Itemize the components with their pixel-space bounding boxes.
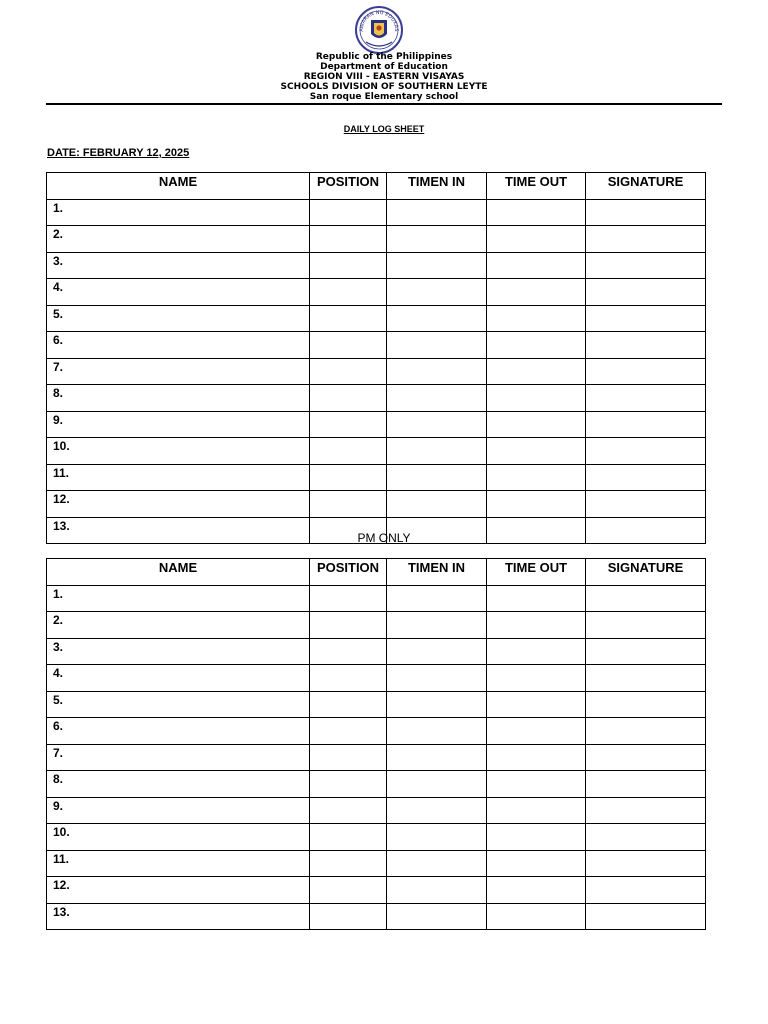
name-cell: 11. <box>47 464 310 491</box>
position-cell[interactable] <box>310 358 387 385</box>
signature-cell[interactable] <box>586 744 706 771</box>
time-in-cell[interactable] <box>387 491 487 518</box>
position-cell[interactable] <box>310 226 387 253</box>
header-divider <box>46 103 722 105</box>
date-line: DATE: FEBRUARY 12, 2025 <box>47 147 190 159</box>
signature-cell[interactable] <box>586 438 706 465</box>
time-in-cell[interactable] <box>387 612 487 639</box>
time-in-cell[interactable] <box>387 305 487 332</box>
name-cell: 7. <box>47 358 310 385</box>
table-row <box>47 226 706 253</box>
table-row <box>47 850 706 877</box>
name-cell: 4. <box>47 665 310 692</box>
name-cell: 10. <box>47 824 310 851</box>
position-cell[interactable] <box>310 252 387 279</box>
table-header-row <box>47 173 706 200</box>
position-cell[interactable] <box>310 877 387 904</box>
time-out-cell[interactable] <box>487 438 586 465</box>
time-in-cell[interactable] <box>387 691 487 718</box>
time-in-cell[interactable] <box>387 411 487 438</box>
time-out-cell[interactable] <box>487 903 586 930</box>
table-row <box>47 612 706 639</box>
letterhead-line-division: SCHOOLS DIVISION OF SOUTHERN LEYTE <box>280 82 488 92</box>
name-cell: 13. <box>47 903 310 930</box>
svg-text:KAGAWARAN NG EDUKASYON: AWARAN NG EDUKAS <box>358 9 400 32</box>
time-in-cell[interactable] <box>387 903 487 930</box>
table-row <box>47 638 706 665</box>
signature-cell[interactable] <box>586 718 706 745</box>
name-cell: 5. <box>47 305 310 332</box>
column-header-time-in: TIMEN IN <box>387 559 487 586</box>
position-cell[interactable] <box>310 850 387 877</box>
name-cell: 7. <box>47 744 310 771</box>
name-cell: 4. <box>47 279 310 306</box>
position-cell[interactable] <box>310 385 387 412</box>
table-row <box>47 411 706 438</box>
signature-cell[interactable] <box>586 877 706 904</box>
table-row <box>47 691 706 718</box>
time-out-cell[interactable] <box>487 638 586 665</box>
signature-cell[interactable] <box>586 612 706 639</box>
log-table-am <box>46 172 706 544</box>
time-out-cell[interactable] <box>487 665 586 692</box>
time-out-cell[interactable] <box>487 771 586 798</box>
table-row <box>47 877 706 904</box>
time-out-cell[interactable] <box>487 226 586 253</box>
column-header-signature: SIGNATURE <box>586 559 706 586</box>
table-row <box>47 199 706 226</box>
column-header-time-out: TIME OUT <box>487 173 586 200</box>
time-in-cell[interactable] <box>387 718 487 745</box>
signature-cell[interactable] <box>586 691 706 718</box>
time-out-cell[interactable] <box>487 199 586 226</box>
position-cell[interactable] <box>310 411 387 438</box>
position-cell[interactable] <box>310 797 387 824</box>
name-cell: 5. <box>47 691 310 718</box>
letterhead <box>0 52 768 102</box>
signature-cell[interactable] <box>586 797 706 824</box>
signature-cell[interactable] <box>586 464 706 491</box>
time-in-cell[interactable] <box>387 850 487 877</box>
name-cell: 13. <box>47 517 310 544</box>
name-cell: 2. <box>47 612 310 639</box>
name-cell: 10. <box>47 438 310 465</box>
column-header-time-in: TIMEN IN <box>387 173 487 200</box>
position-cell[interactable] <box>310 438 387 465</box>
time-out-cell[interactable] <box>487 824 586 851</box>
signature-cell[interactable] <box>586 665 706 692</box>
column-header-signature: SIGNATURE <box>586 173 706 200</box>
time-out-cell[interactable] <box>487 385 586 412</box>
table-header-row <box>47 559 706 586</box>
name-cell: 9. <box>47 797 310 824</box>
signature-cell[interactable] <box>586 305 706 332</box>
signature-cell[interactable] <box>586 279 706 306</box>
time-in-cell[interactable] <box>387 824 487 851</box>
table-row <box>47 797 706 824</box>
letterhead-line-department: Department of Education <box>320 62 448 72</box>
time-in-cell[interactable] <box>387 638 487 665</box>
time-in-cell[interactable] <box>387 797 487 824</box>
time-out-cell[interactable] <box>487 850 586 877</box>
time-out-cell[interactable] <box>487 744 586 771</box>
time-in-cell[interactable] <box>387 771 487 798</box>
time-out-cell[interactable] <box>487 305 586 332</box>
position-cell[interactable] <box>310 305 387 332</box>
time-in-cell[interactable] <box>387 665 487 692</box>
time-in-cell[interactable] <box>387 252 487 279</box>
time-in-cell[interactable] <box>387 226 487 253</box>
position-cell[interactable] <box>310 665 387 692</box>
signature-cell[interactable] <box>586 903 706 930</box>
time-in-cell[interactable] <box>387 199 487 226</box>
table-row <box>47 358 706 385</box>
name-cell: 8. <box>47 385 310 412</box>
position-cell[interactable] <box>310 491 387 518</box>
time-in-cell[interactable] <box>387 438 487 465</box>
position-cell[interactable] <box>310 744 387 771</box>
position-cell[interactable] <box>310 718 387 745</box>
position-cell[interactable] <box>310 824 387 851</box>
time-in-cell[interactable] <box>387 744 487 771</box>
table-row <box>47 744 706 771</box>
name-cell: 3. <box>47 638 310 665</box>
time-out-cell[interactable] <box>487 491 586 518</box>
time-in-cell[interactable] <box>387 385 487 412</box>
table-row <box>47 464 706 491</box>
name-cell: 6. <box>47 718 310 745</box>
name-cell: 12. <box>47 877 310 904</box>
signature-cell[interactable] <box>586 638 706 665</box>
name-cell: 9. <box>47 411 310 438</box>
time-out-cell[interactable] <box>487 411 586 438</box>
time-out-cell[interactable] <box>487 252 586 279</box>
table-row <box>47 585 706 612</box>
position-cell[interactable] <box>310 279 387 306</box>
table-row <box>47 824 706 851</box>
time-out-cell[interactable] <box>487 612 586 639</box>
time-in-cell[interactable] <box>387 332 487 359</box>
time-in-cell[interactable] <box>387 464 487 491</box>
table-row <box>47 252 706 279</box>
name-cell: 1. <box>47 199 310 226</box>
position-cell[interactable] <box>310 691 387 718</box>
signature-cell[interactable] <box>586 385 706 412</box>
time-out-cell[interactable] <box>487 691 586 718</box>
table-row <box>47 718 706 745</box>
time-out-cell[interactable] <box>487 718 586 745</box>
position-cell[interactable] <box>310 771 387 798</box>
position-cell[interactable] <box>310 464 387 491</box>
name-cell: 1. <box>47 585 310 612</box>
table-row <box>47 771 706 798</box>
column-header-position: POSITION <box>310 173 387 200</box>
table-row <box>47 665 706 692</box>
column-header-time-out: TIME OUT <box>487 559 586 586</box>
time-out-cell[interactable] <box>487 464 586 491</box>
signature-cell[interactable] <box>586 199 706 226</box>
time-in-cell[interactable] <box>387 877 487 904</box>
time-out-cell[interactable] <box>487 279 586 306</box>
column-header-name: NAME <box>47 559 310 586</box>
signature-cell[interactable] <box>586 585 706 612</box>
table-row <box>47 903 706 930</box>
time-in-cell[interactable] <box>387 279 487 306</box>
table-row <box>47 305 706 332</box>
sheet-title: DAILY LOG SHEET <box>343 124 425 134</box>
column-header-position: POSITION <box>310 559 387 586</box>
log-table-pm <box>46 558 706 930</box>
name-cell: 3. <box>47 252 310 279</box>
table-row <box>47 279 706 306</box>
column-header-name: NAME <box>47 173 310 200</box>
time-out-cell[interactable] <box>487 585 586 612</box>
table-row <box>47 332 706 359</box>
position-cell[interactable] <box>310 903 387 930</box>
signature-cell[interactable] <box>586 358 706 385</box>
deped-seal-icon <box>354 6 404 54</box>
position-cell[interactable] <box>310 638 387 665</box>
time-in-cell[interactable] <box>387 358 487 385</box>
signature-cell[interactable] <box>586 491 706 518</box>
name-cell: 11. <box>47 850 310 877</box>
table-row <box>47 385 706 412</box>
signature-cell[interactable] <box>586 771 706 798</box>
letterhead-line-republic: Republic of the Philippines <box>315 52 453 62</box>
position-cell[interactable] <box>310 612 387 639</box>
signature-cell[interactable] <box>586 252 706 279</box>
position-cell[interactable] <box>310 332 387 359</box>
time-out-cell[interactable] <box>487 797 586 824</box>
name-cell: 6. <box>47 332 310 359</box>
name-cell: 8. <box>47 771 310 798</box>
letterhead-line-school: San roque Elementary school <box>309 92 459 102</box>
name-cell: 2. <box>47 226 310 253</box>
signature-cell[interactable] <box>586 850 706 877</box>
signature-cell[interactable] <box>586 411 706 438</box>
table-row <box>47 438 706 465</box>
table-row <box>47 491 706 518</box>
signature-cell[interactable] <box>586 332 706 359</box>
position-cell[interactable] <box>310 585 387 612</box>
time-out-cell[interactable] <box>487 877 586 904</box>
name-cell: 12. <box>47 491 310 518</box>
position-cell[interactable] <box>310 199 387 226</box>
signature-cell[interactable] <box>586 226 706 253</box>
time-out-cell[interactable] <box>487 358 586 385</box>
signature-cell[interactable] <box>586 824 706 851</box>
time-in-cell[interactable] <box>387 585 487 612</box>
time-out-cell[interactable] <box>487 332 586 359</box>
letterhead-line-region: REGION VIII - EASTERN VISAYAS <box>303 72 465 82</box>
pm-only-label: PM ONLY <box>357 531 411 545</box>
